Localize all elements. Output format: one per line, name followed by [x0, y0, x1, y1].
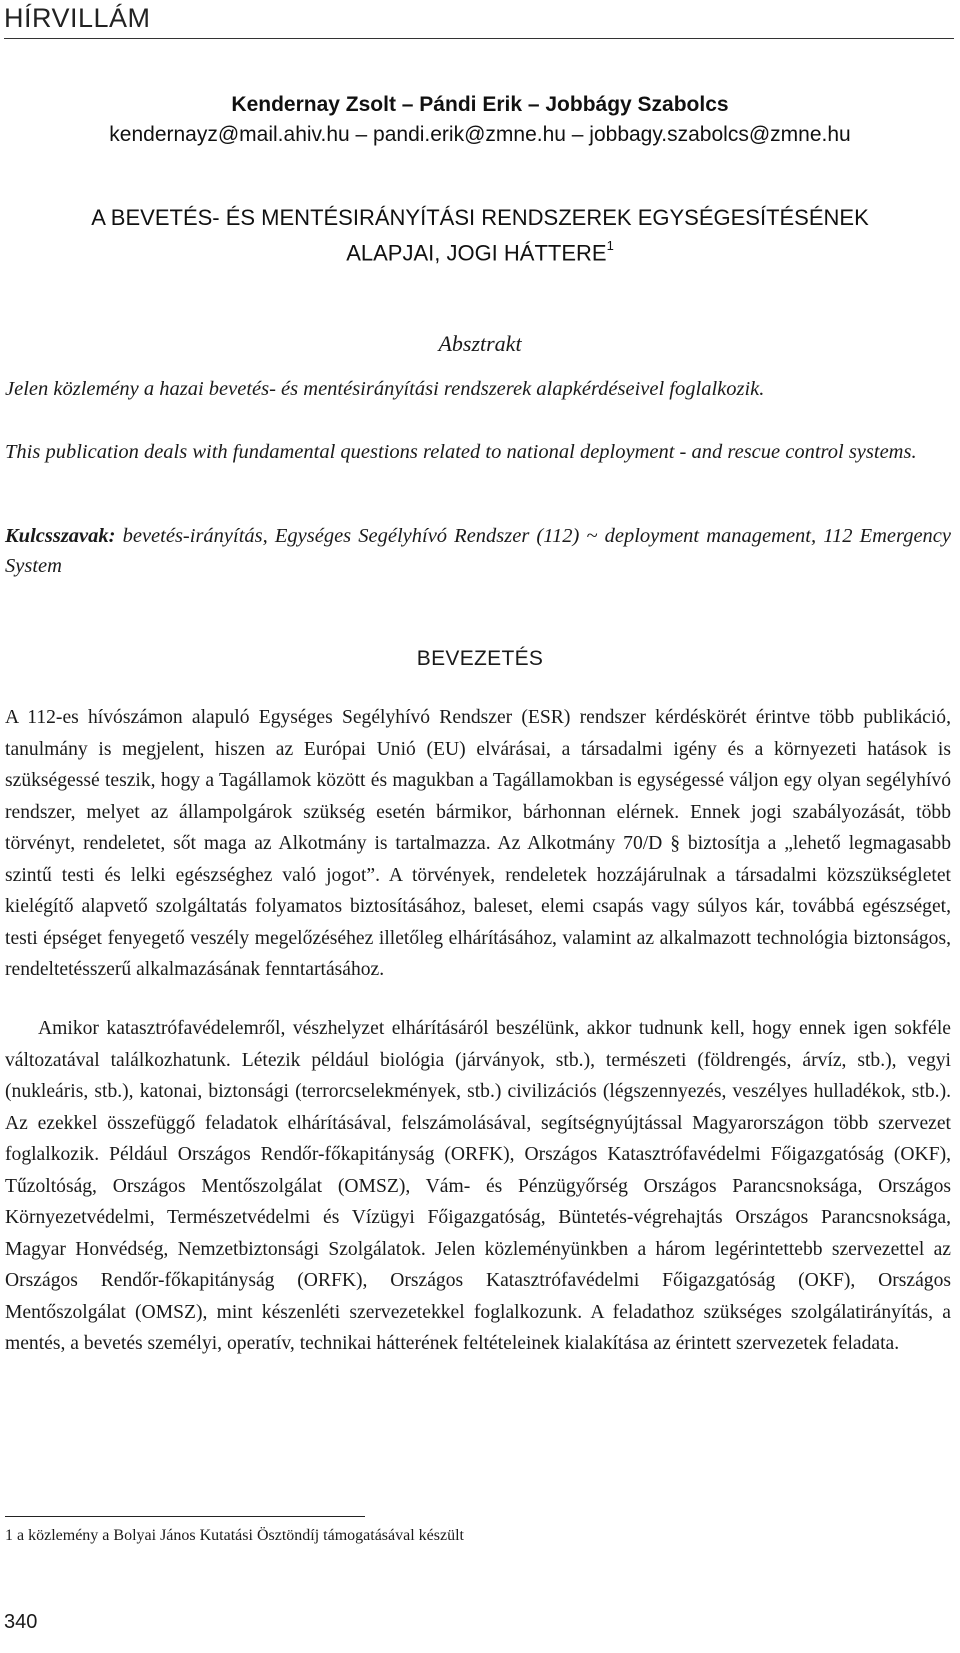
footnote-rule	[5, 1516, 365, 1517]
running-head: HÍRVILLÁM	[4, 2, 954, 39]
footnote: 1 a közlemény a Bolyai János Kutatási Ösztöndíj támogatásával készült	[5, 1527, 464, 1544]
paper-title	[0, 203, 960, 268]
body-paragraph-2: Amikor katasztrófavédelemről, vészhelyzet elhárításáról beszélünk, akkor tudnunk kell, hogy ennek igen sokféle változatával találkozhatunk. Létezik például biológia (járványok, stb.), természeti (földrengés, árvíz, stb.), vegyi (nukleáris, stb.), katonai, biztonsági (terrorcselekmények, stb.) civilizációs (légszennyezés, veszélyes hulladékok, stb.). Az ezekkel összefüggő feladatok elhárításával, felszámolásával, segítségnyújtással Magyarországon több szervezet foglalkozik. Például Országos Rendőr-főkapitányság (ORFK), Országos Katasztrófavédelmi Főigazgatóság (OKF), Tűzoltóság, Országos Mentőszolgálat (OMSZ), Vám- és Pénzügyőrség Országos Parancsnoksága, Országos Környezetvédelmi, Természetvédelmi és Vízügyi Főigazgatóság, Büntetés-végrehajtás Országos Parancsnoksága, Magyar Honvédség, Nemzetbiztonsági Szolgálatok. Jelen közleményünkben a három legérintettebb szervezettel az Országos Rendőr-főkapitányság (ORFK), Országos Katasztrófavédelmi Főigazgatóság (OKF), Országos Mentőszolgálat (OMSZ), mint készenléti szervezetekkel foglalkozunk. A feladathoz szükséges szolgálatirányítás, a mentés, a bevetés személyi, operatív, technikai hátterének feltételeinek kialakítása az érintett szervezetek feladata.	[5, 1018, 951, 1354]
abstract-heading: Absztrakt	[438, 331, 522, 356]
body-paragraph-1: A 112-es hívószámon alapuló Egységes Segélyhívó Rendszer (ESR) rendszer kérdéskörét érintve több publikáció, tanulmány is megjelent, hiszen az Európai Unió (EU) elvárásai, a társadalmi igény és a környezeti hatások is szükségessé teszik, hogy a Tagállamok között és magukban a Tagállamokban is egységessé váljon egy olyan segélyhívó rendszer, melyet az állampolgárok szükség esetén bármikor, bárhonnan elérnek. Ennek jogi szabályozását, több törvényt, rendeletet, sőt maga az Alkotmány is tartalmazza. Az Alkotmány 70/D § biztosítja a „lehető legmagasabb szintű testi és lelki egészséghez való jogot”. A törvények, rendeletek hozzájárulnak a társadalmi közszükségletet kielégítő alapvető szolgáltatás folyamatos biztosításához, baleset, elemi csapás vagy súlyos kár, továbbá egészséget, testi épséget fenyegető veszély megelőzéséhez illetőleg elhárításához, valamint az alkalmazott technológia biztonságos, rendeltetésszerű alkalmazásának fenntartásához.	[5, 707, 951, 980]
keywords-text: bevetés-irányítás, Egységes Segélyhívó Rendszer (112) ~ deployment management, 112 Emergency System	[5, 525, 952, 577]
author-names: Kendernay Zsolt – Pándi Erik – Jobbágy Szabolcs	[231, 93, 729, 116]
author-emails: kendernayz@mail.ahiv.hu – pandi.erik@zmne.hu – jobbagy.szabolcs@zmne.hu	[109, 123, 851, 146]
keywords-label: Kulcsszavak:	[5, 525, 116, 547]
author-block	[0, 90, 960, 150]
page-number: 340	[4, 1611, 38, 1633]
abstract-english: This publication deals with fundamental questions related to national deployment - and rescue control systems.	[5, 441, 917, 463]
keywords	[5, 521, 951, 581]
title-line-2	[0, 233, 960, 268]
title-footnote-mark: 1	[606, 238, 614, 253]
title-line-2-text: ALAPJAI, JOGI HÁTTERE	[346, 240, 607, 266]
abstract-hungarian: Jelen közlemény a hazai bevetés- és mentésirányítási rendszerek alapkérdéseivel foglalkozik.	[5, 378, 765, 400]
section-heading: BEVEZETÉS	[416, 647, 544, 670]
title-line-1: A BEVETÉS- ÉS MENTÉSIRÁNYÍTÁSI RENDSZEREK EGYSÉGESÍTÉSÉNEK	[91, 205, 869, 230]
